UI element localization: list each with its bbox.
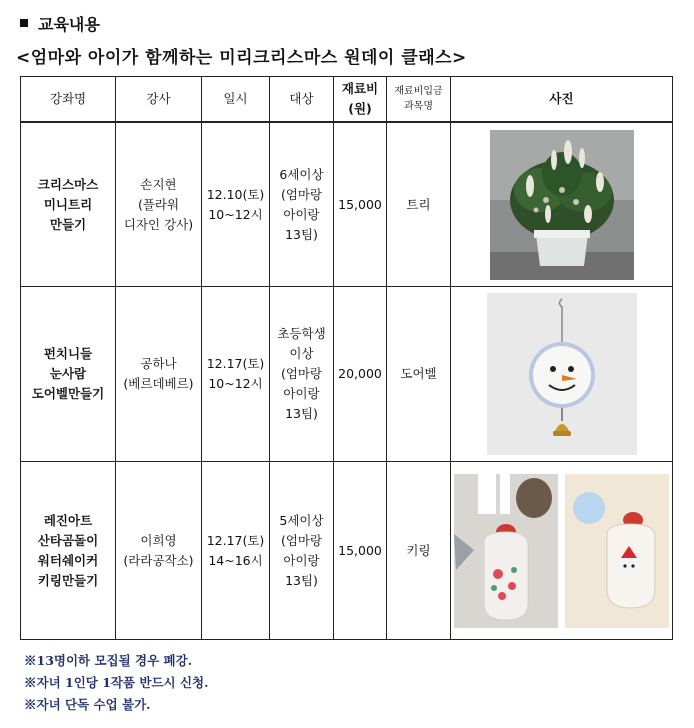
header-datetime: 일시 [202, 77, 270, 123]
note-item: ※13명이하 모집될 경우 폐강. [24, 653, 193, 668]
notes [24, 650, 208, 716]
material: 키링 [387, 462, 451, 640]
table-header-row [21, 77, 673, 123]
class-subtitle: <엄마와 아이가 함께하는 미리크리스마스 원데이 클래스> [16, 48, 467, 68]
table-row [21, 287, 673, 462]
section-title-text: 교육내용 [38, 15, 100, 34]
instructor: 공하나 (베르데베르) [116, 287, 202, 462]
header-material: 재료비입금 과목명 [387, 77, 451, 123]
fee: 15,000 [334, 122, 387, 287]
datetime: 12.17(토) 10~12시 [202, 287, 270, 462]
photo-cell [451, 287, 673, 462]
resin-keyring-photo-2 [565, 474, 669, 628]
snowman-doorbell-photo [487, 293, 637, 455]
header-target: 대상 [270, 77, 334, 123]
datetime: 12.17(토) 14~16시 [202, 462, 270, 640]
photo-cell [451, 462, 673, 640]
header-photo: 사진 [451, 77, 673, 123]
target: 6세이상 (엄마랑 아이랑 13팀) [270, 122, 334, 287]
target: 초등학생 이상 (엄마랑 아이랑 13팀) [270, 287, 334, 462]
note-item: ※자녀 단독 수업 불가. [24, 697, 151, 712]
square-bullet-icon [20, 19, 28, 27]
header-fee: 재료비 (원) [334, 77, 387, 123]
datetime: 12.10(토) 10~12시 [202, 122, 270, 287]
material: 도어벨 [387, 287, 451, 462]
christmas-tree-photo [490, 130, 634, 280]
target: 5세이상 (엄마랑 아이랑 13팀) [270, 462, 334, 640]
table-row [21, 462, 673, 640]
table-row [21, 122, 673, 287]
section-title [20, 12, 100, 35]
instructor: 이희영 (라라공작소) [116, 462, 202, 640]
resin-keyring-photo-1 [454, 474, 558, 628]
fee: 20,000 [334, 287, 387, 462]
photo-cell [451, 122, 673, 287]
header-course: 강좌명 [21, 77, 116, 123]
note-item: ※자녀 1인당 1작품 반드시 신청. [24, 675, 209, 690]
material: 트리 [387, 122, 451, 287]
course-name: 펀치니들 눈사람 도어벨만들기 [21, 287, 116, 462]
instructor: 손지현 (플라워 디자인 강사) [116, 122, 202, 287]
header-instructor: 강사 [116, 77, 202, 123]
course-name: 레진아트 산타곰돌이 워터쉐이커 키링만들기 [21, 462, 116, 640]
course-name: 크리스마스 미니트리 만들기 [21, 122, 116, 287]
course-table [20, 76, 673, 640]
fee: 15,000 [334, 462, 387, 640]
